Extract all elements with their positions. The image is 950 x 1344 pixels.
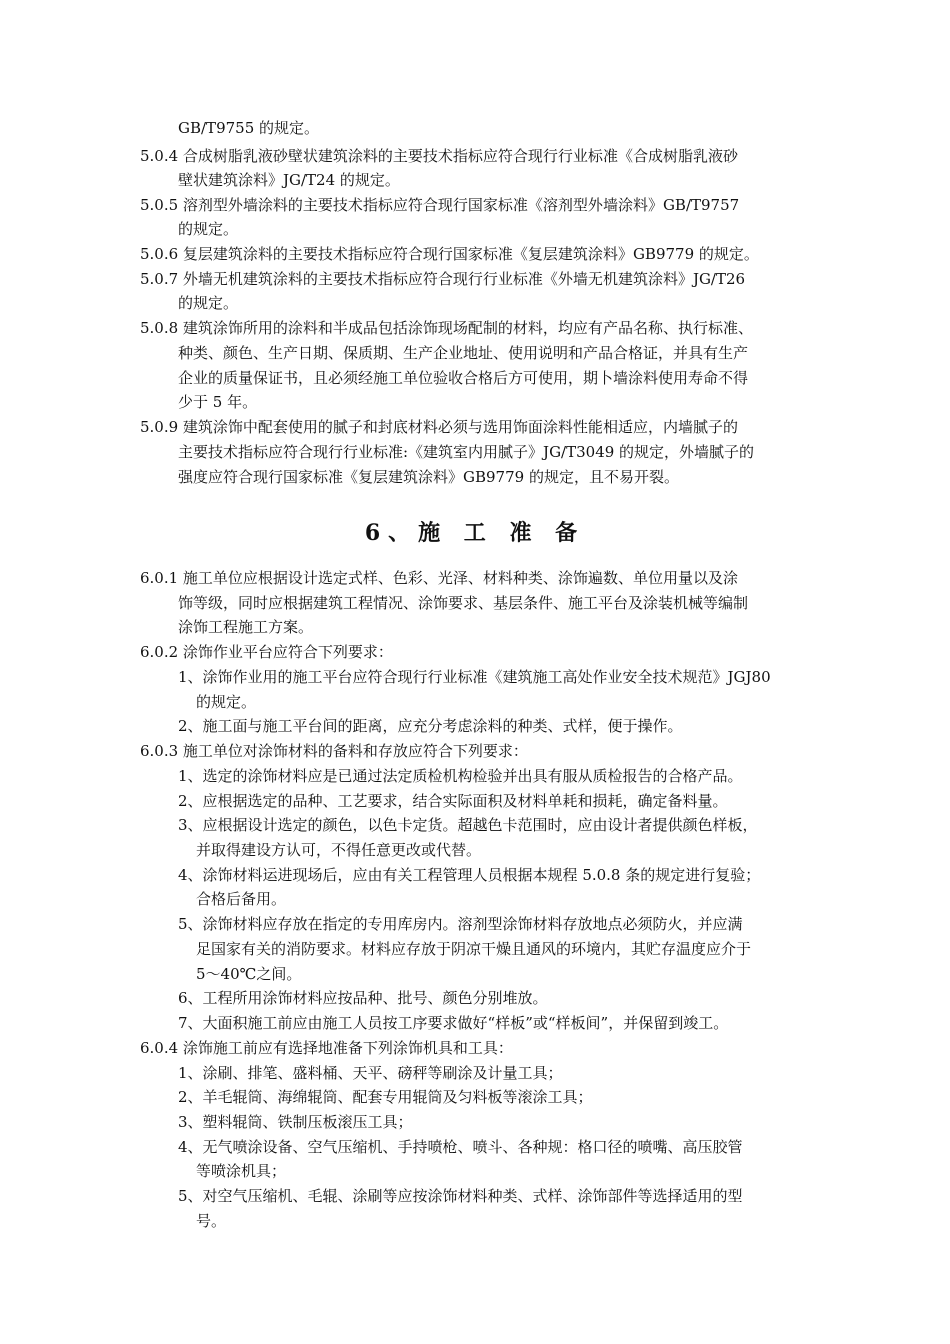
clause-5-0-7: 5.0.7 外墙无机建筑涂料的主要技术指标应符合现行行业标准《外墙无机建筑涂料》JG/T26 bbox=[140, 270, 746, 288]
list-item: 2、羊毛辊筒、海绵辊筒、配套专用辊筒及匀料板等滚涂工具； bbox=[178, 1088, 593, 1106]
text-line: 足国家有关的消防要求。材料应存放于阴凉干燥且通风的环境内，其贮存温度应介于 bbox=[196, 940, 752, 958]
text-line: 等喷涂机具； bbox=[196, 1162, 287, 1180]
list-item: 3、塑料辊筒、铁制压板滚压工具； bbox=[178, 1113, 413, 1131]
list-item: 2、施工面与施工平台间的距离，应充分考虑涂料的种类、式样，便于操作。 bbox=[178, 717, 683, 735]
text-line: 少于 5 年。 bbox=[178, 393, 258, 411]
clause-6-0-2: 6.0.2 涂饰作业平台应符合下列要求： bbox=[140, 643, 393, 661]
text-line: 的规定。 bbox=[178, 294, 239, 312]
list-item: 7、大面积施工前应由施工人员按工序要求做好“样板”或“样板间”，并保留到竣工。 bbox=[178, 1014, 729, 1032]
list-item: 5、对空气压缩机、毛辊、涂刷等应按涂饰材料种类、式样、涂饰部件等选择适用的型 bbox=[178, 1187, 743, 1205]
clause-6-0-1: 6.0.1 施工单位应根据设计选定式样、色彩、光泽、材料种类、涂饰遍数、单位用量以及涂 bbox=[140, 569, 738, 587]
text-line: 的规定。 bbox=[178, 220, 239, 238]
clause-6-0-3: 6.0.3 施工单位对涂饰材料的备料和存放应符合下列要求： bbox=[140, 742, 528, 760]
list-item: 1、涂刷、排笔、盛料桶、天平、磅秤等刷涂及计量工具； bbox=[178, 1064, 563, 1082]
clause-6-0-4: 6.0.4 涂饰施工前应有选择地准备下列涂饰机具和工具： bbox=[140, 1039, 513, 1057]
list-item: 6、工程所用涂饰材料应按品种、批号、颜色分别堆放。 bbox=[178, 989, 548, 1007]
text-line: 强度应符合现行国家标准《复层建筑涂料》GB9779 的规定，且不易开裂。 bbox=[178, 468, 679, 486]
text-line: 的规定。 bbox=[196, 693, 257, 711]
list-item: 4、无气喷涂设备、空气压缩机、手持喷枪、喷斗、各种规：格口径的喷嘴、高压胶管 bbox=[178, 1138, 743, 1156]
section-heading: 6、施 工 准 备 bbox=[364, 520, 586, 546]
text-line: 5～40℃之间。 bbox=[196, 965, 302, 983]
text-line: 涂饰工程施工方案。 bbox=[178, 618, 314, 636]
list-item: 4、涂饰材料运进现场后，应由有关工程管理人员根据本规程 5.0.8 条的规定进行复验； bbox=[178, 866, 761, 884]
clause-5-0-4: 5.0.4 合成树脂乳液砂壁状建筑涂料的主要技术指标应符合现行行业标准《合成树脂乳液砂 bbox=[140, 147, 738, 165]
list-item: 1、涂饰作业用的施工平台应符合现行行业标准《建筑施工高处作业安全技术规范》JGJ80 bbox=[178, 668, 771, 686]
list-item: 2、应根据选定的品种、工艺要求，结合实际面积及材料单耗和损耗，确定备料量。 bbox=[178, 792, 728, 810]
text-line: 并取得建设方认可，不得任意更改或代替。 bbox=[196, 841, 482, 859]
text-line: GB/T9755 的规定。 bbox=[178, 119, 320, 137]
text-line: 合格后备用。 bbox=[196, 890, 287, 908]
text-line: 主要技术指标应符合现行行业标准:《建筑室内用腻子》JG/T3049 的规定，外墙腻子的 bbox=[178, 443, 755, 461]
clause-5-0-6: 5.0.6 复层建筑涂料的主要技术指标应符合现行国家标准《复层建筑涂料》GB9779 的规定。 bbox=[140, 245, 759, 263]
clause-5-0-9: 5.0.9 建筑涂饰中配套使用的腻子和封底材料必须与选用饰面涂料性能相适应，内墙腻子的 bbox=[140, 418, 738, 436]
list-item: 3、应根据设计选定的颜色，以色卡定货。超越色卡范围时，应由设计者提供颜色样板， bbox=[178, 816, 758, 834]
clause-5-0-5: 5.0.5 溶剂型外墙涂料的主要技术指标应符合现行国家标准《溶剂型外墙涂料》GB/T9757 bbox=[140, 196, 740, 214]
text-line: 饰等级，同时应根据建筑工程情况、涂饰要求、基层条件、施工平台及涂装机械等编制 bbox=[178, 594, 749, 612]
list-item: 1、选定的涂饰材料应是已通过法定质检机构检验并出具有服从质检报告的合格产品。 bbox=[178, 767, 743, 785]
text-line: 壁状建筑涂料》JG/T24 的规定。 bbox=[178, 171, 400, 189]
text-line: 号。 bbox=[196, 1212, 227, 1230]
text-line: 企业的质量保证书，且必须经施工单位验收合格后方可使用，期卜墙涂料使用寿命不得 bbox=[178, 369, 749, 387]
list-item: 5、涂饰材料应存放在指定的专用库房内。溶剂型涂饰材料存放地点必须防火，并应满 bbox=[178, 915, 743, 933]
clause-5-0-8: 5.0.8 建筑涂饰所用的涂料和半成品包括涂饰现场配制的材料，均应有产品名称、执行标准、 bbox=[140, 319, 753, 337]
text-line: 种类、颜色、生产日期、保质期、生产企业地址、使用说明和产品合格证，并具有生产 bbox=[178, 344, 749, 362]
